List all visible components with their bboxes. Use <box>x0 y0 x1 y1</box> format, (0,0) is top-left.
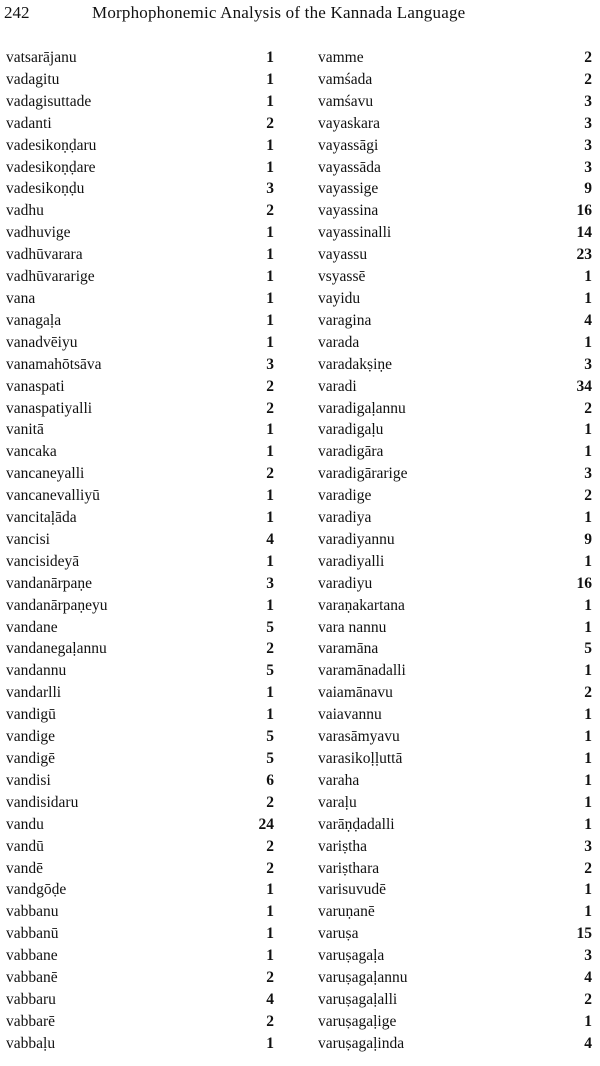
frequency-count: 1 <box>584 662 592 680</box>
frequency-count: 2 <box>266 465 274 483</box>
word-entry <box>310 485 600 507</box>
word-entry <box>0 47 300 69</box>
word-entry <box>310 441 600 463</box>
frequency-count: 1 <box>584 596 592 614</box>
right-word-column <box>310 47 600 1055</box>
word-entry <box>0 923 300 945</box>
frequency-count: 9 <box>584 180 592 198</box>
word-form: vadanti <box>6 114 52 132</box>
word-entry <box>0 288 300 310</box>
word-form: varadigaḷannu <box>318 399 406 417</box>
word-form: vandanegaḷannu <box>6 640 107 658</box>
frequency-count: 16 <box>576 574 592 592</box>
word-entry <box>310 1011 600 1033</box>
frequency-count: 1 <box>584 1012 592 1030</box>
frequency-count: 5 <box>266 750 274 767</box>
word-entry <box>310 463 600 485</box>
frequency-count: 1 <box>266 443 274 461</box>
word-entry <box>310 200 600 222</box>
word-form: vancisi <box>6 530 50 548</box>
word-form: vsyassē <box>318 268 366 286</box>
word-form: vandigū <box>6 706 56 724</box>
word-form: varadigārarige <box>318 465 408 483</box>
word-entry <box>310 748 600 770</box>
frequency-count: 4 <box>584 311 592 329</box>
frequency-count: 1 <box>266 333 274 351</box>
word-entry <box>310 617 600 639</box>
word-form: variṣtha <box>318 837 368 855</box>
frequency-count: 1 <box>266 487 274 505</box>
word-entry <box>0 113 300 135</box>
word-entry <box>310 792 600 814</box>
frequency-count: 1 <box>266 947 274 965</box>
word-entry <box>310 814 600 836</box>
word-entry <box>0 573 300 595</box>
word-form: varadakṣiṇe <box>318 355 393 373</box>
word-form: vandu <box>6 815 44 833</box>
word-form: vanagaḷa <box>6 311 62 329</box>
frequency-count: 1 <box>584 443 592 461</box>
frequency-count: 2 <box>584 70 592 88</box>
word-entry <box>0 638 300 660</box>
frequency-count: 23 <box>576 246 592 264</box>
word-entry <box>0 551 300 573</box>
word-entry <box>310 354 600 376</box>
word-form: vancisideyā <box>6 552 80 570</box>
frequency-count: 3 <box>584 837 592 855</box>
word-entry <box>0 814 300 836</box>
frequency-count: 1 <box>266 925 274 943</box>
word-form: vadagisuttade <box>6 92 92 110</box>
word-entry <box>310 135 600 157</box>
frequency-count: 3 <box>266 574 274 592</box>
word-entry <box>310 157 600 179</box>
frequency-count: 1 <box>584 706 592 724</box>
word-form: vandisi <box>6 771 51 789</box>
word-entry <box>310 69 600 91</box>
word-form: vadhūvararige <box>6 268 95 286</box>
word-entry <box>310 923 600 945</box>
word-form: vayidu <box>318 289 361 307</box>
frequency-count: 34 <box>576 377 592 395</box>
frequency-count: 2 <box>266 377 274 395</box>
frequency-count: 1 <box>266 49 274 66</box>
frequency-count: 4 <box>266 530 274 548</box>
word-entry <box>310 858 600 880</box>
word-form: variṣthara <box>318 859 380 877</box>
word-entry <box>0 836 300 858</box>
word-entry <box>310 91 600 113</box>
frequency-count: 1 <box>266 1034 274 1052</box>
frequency-count: 1 <box>266 268 274 286</box>
frequency-count: 9 <box>584 530 592 548</box>
word-form: varuṣagaḷa <box>318 947 385 965</box>
word-entry <box>310 770 600 792</box>
word-entry <box>310 704 600 726</box>
word-form: varadiyu <box>318 574 373 592</box>
word-entry <box>0 989 300 1011</box>
frequency-count: 1 <box>584 728 592 746</box>
word-entry <box>0 617 300 639</box>
word-form: vancaka <box>6 443 57 461</box>
word-form: varuṣagaḷinda <box>318 1034 405 1052</box>
frequency-count: 1 <box>584 771 592 789</box>
word-entry <box>310 222 600 244</box>
word-form: vabbaru <box>6 990 56 1008</box>
frequency-count: 2 <box>266 859 274 877</box>
frequency-count: 5 <box>266 662 274 680</box>
word-entry <box>0 310 300 332</box>
word-form: vayassu <box>318 246 368 264</box>
word-entry <box>310 507 600 529</box>
frequency-count: 3 <box>584 355 592 373</box>
word-form: varaṇakartana <box>318 596 405 614</box>
word-form: vatsarājanu <box>6 49 77 66</box>
word-form: vabbanu <box>6 903 59 921</box>
word-entry <box>310 398 600 420</box>
frequency-count: 1 <box>266 92 274 110</box>
frequency-count: 3 <box>266 180 274 198</box>
frequency-count: 2 <box>266 399 274 417</box>
frequency-count: 1 <box>266 881 274 899</box>
word-form: vayassāgi <box>318 136 379 154</box>
word-form: vamme <box>318 49 364 66</box>
word-entry <box>0 69 300 91</box>
frequency-count: 14 <box>576 224 592 242</box>
frequency-count: 4 <box>584 969 592 987</box>
frequency-count: 1 <box>266 421 274 439</box>
word-entry <box>310 178 600 200</box>
word-form: varadi <box>318 377 357 395</box>
frequency-count: 3 <box>584 92 592 110</box>
frequency-count: 2 <box>266 793 274 811</box>
word-entry <box>310 1033 600 1055</box>
word-entry <box>310 945 600 967</box>
frequency-count: 4 <box>584 1034 592 1052</box>
word-entry <box>0 945 300 967</box>
word-form: varamāna <box>318 640 379 658</box>
word-form: vadhuvige <box>6 224 71 242</box>
word-entry <box>310 638 600 660</box>
word-entry <box>0 135 300 157</box>
page-number: 242 <box>4 3 30 22</box>
word-form: vandē <box>6 859 44 877</box>
word-form: varāṇḍadalli <box>318 815 395 833</box>
frequency-count: 6 <box>266 771 274 789</box>
frequency-count: 2 <box>584 684 592 702</box>
word-entry <box>0 222 300 244</box>
frequency-count: 2 <box>266 114 274 132</box>
frequency-count: 1 <box>266 311 274 329</box>
word-entry <box>310 726 600 748</box>
word-form: vayassāda <box>318 158 381 176</box>
word-entry <box>310 901 600 923</box>
word-entry <box>0 792 300 814</box>
word-entry <box>0 157 300 179</box>
word-entry <box>0 967 300 989</box>
frequency-count: 1 <box>266 136 274 154</box>
word-form: varasikoḷḷuttā <box>318 750 403 767</box>
word-entry <box>0 419 300 441</box>
word-entry <box>0 178 300 200</box>
word-form: vana <box>6 289 36 307</box>
word-entry <box>0 91 300 113</box>
word-entry <box>0 485 300 507</box>
word-entry <box>0 398 300 420</box>
word-entry <box>310 332 600 354</box>
frequency-count: 2 <box>266 837 274 855</box>
frequency-count: 1 <box>584 552 592 570</box>
frequency-count: 1 <box>584 881 592 899</box>
word-entry <box>0 1033 300 1055</box>
word-form: varadige <box>318 487 372 505</box>
word-form: varadigaḷu <box>318 421 384 439</box>
word-form: varaha <box>318 771 360 789</box>
frequency-count: 1 <box>266 596 274 614</box>
word-form: vanadvēiyu <box>6 333 78 351</box>
frequency-count: 2 <box>584 49 592 66</box>
frequency-count: 4 <box>266 990 274 1008</box>
word-form: vandarlli <box>6 684 62 702</box>
frequency-count: 15 <box>576 925 592 943</box>
word-form: vandanārpaṇe <box>6 574 93 592</box>
word-form: vabbaḷu <box>6 1034 56 1052</box>
word-entry <box>310 836 600 858</box>
word-form: varagina <box>318 311 372 329</box>
word-entry <box>310 288 600 310</box>
word-form: vancanevalliyū <box>6 487 100 505</box>
word-form: vadhūvarara <box>6 246 83 264</box>
word-entry <box>0 266 300 288</box>
word-entry <box>310 989 600 1011</box>
frequency-count: 3 <box>266 355 274 373</box>
word-entry <box>0 704 300 726</box>
word-form: vayassige <box>318 180 379 198</box>
word-entry <box>310 967 600 989</box>
word-entry <box>0 748 300 770</box>
word-form: vabbanū <box>6 925 59 943</box>
frequency-count: 2 <box>266 969 274 987</box>
word-form: varada <box>318 333 360 351</box>
word-entry <box>0 244 300 266</box>
word-entry <box>310 660 600 682</box>
word-form: vabbane <box>6 947 58 965</box>
word-form: vandisidaru <box>6 793 79 811</box>
word-entry <box>310 376 600 398</box>
word-form: vabbanē <box>6 969 58 987</box>
frequency-count: 2 <box>266 640 274 658</box>
word-form: varuṇanē <box>318 903 375 921</box>
frequency-count: 2 <box>266 1012 274 1030</box>
word-entry <box>0 660 300 682</box>
frequency-count: 3 <box>584 947 592 965</box>
word-entry <box>310 310 600 332</box>
word-entry <box>310 266 600 288</box>
word-form: varamānadalli <box>318 662 406 680</box>
word-entry <box>310 113 600 135</box>
word-entry <box>0 770 300 792</box>
word-entry <box>0 354 300 376</box>
word-form: vayassina <box>318 202 379 220</box>
word-entry <box>310 879 600 901</box>
word-entry <box>0 1011 300 1033</box>
word-entry <box>0 507 300 529</box>
word-form: varuṣa <box>318 925 359 943</box>
word-form: vamśada <box>318 70 373 88</box>
word-form: vandane <box>6 618 58 636</box>
word-entry <box>310 682 600 704</box>
frequency-count: 16 <box>576 202 592 220</box>
frequency-count: 3 <box>584 158 592 176</box>
word-entry <box>310 573 600 595</box>
word-form: varuṣagaḷannu <box>318 969 408 987</box>
word-form: varasāmyavu <box>318 728 400 746</box>
word-form: vaiamānavu <box>318 684 393 702</box>
word-entry <box>310 47 600 69</box>
frequency-count: 1 <box>266 289 274 307</box>
frequency-count: 3 <box>584 465 592 483</box>
word-form: vandige <box>6 728 56 746</box>
word-entry <box>310 419 600 441</box>
word-entry <box>0 376 300 398</box>
word-entry <box>0 332 300 354</box>
frequency-count: 1 <box>266 158 274 176</box>
frequency-count: 2 <box>584 487 592 505</box>
word-form: vandgōḍe <box>6 881 67 899</box>
word-form: vayassinalli <box>318 224 392 242</box>
frequency-count: 1 <box>266 224 274 242</box>
word-form: vandū <box>6 837 44 855</box>
word-form: vadagitu <box>6 70 60 88</box>
word-form: vayaskara <box>318 114 380 132</box>
word-entry <box>0 879 300 901</box>
frequency-count: 3 <box>584 136 592 154</box>
word-form: varadiyannu <box>318 530 395 548</box>
word-form: vadhu <box>6 202 44 220</box>
word-entry <box>0 726 300 748</box>
frequency-count: 1 <box>266 509 274 527</box>
frequency-count: 1 <box>584 750 592 767</box>
word-form: vadesikoṇḍu <box>6 180 85 198</box>
word-form: vadesikoṇḍare <box>6 158 96 176</box>
word-form: vandanārpaṇeyu <box>6 596 108 614</box>
frequency-count: 1 <box>584 618 592 636</box>
word-entry <box>0 858 300 880</box>
frequency-count: 1 <box>584 421 592 439</box>
frequency-count: 2 <box>584 859 592 877</box>
word-form: vanamahōtsāva <box>6 355 102 373</box>
frequency-count: 1 <box>266 684 274 702</box>
word-form: varadiya <box>318 509 372 527</box>
word-entry <box>0 529 300 551</box>
word-entry <box>0 441 300 463</box>
frequency-count: 1 <box>584 268 592 286</box>
word-entry <box>310 551 600 573</box>
frequency-count: 1 <box>584 793 592 811</box>
word-form: vanaspatiyalli <box>6 399 93 417</box>
frequency-count: 1 <box>266 903 274 921</box>
word-entry <box>0 595 300 617</box>
word-entry <box>310 244 600 266</box>
word-entry <box>0 463 300 485</box>
frequency-count: 1 <box>584 333 592 351</box>
frequency-count: 1 <box>584 903 592 921</box>
word-form: vamśavu <box>318 92 374 110</box>
frequency-count: 1 <box>266 552 274 570</box>
word-form: vancitaḷāda <box>6 509 77 527</box>
frequency-count: 2 <box>584 399 592 417</box>
frequency-count: 1 <box>266 246 274 264</box>
word-form: varaḷu <box>318 793 357 811</box>
word-form: vandannu <box>6 662 67 680</box>
running-title: Morphophonemic Analysis of the Kannada Language <box>92 3 466 22</box>
word-form: varuṣagaḷalli <box>318 990 398 1008</box>
word-form: varuṣagaḷige <box>318 1012 397 1030</box>
frequency-count: 1 <box>584 509 592 527</box>
word-entry <box>0 901 300 923</box>
frequency-count: 1 <box>266 70 274 88</box>
frequency-count: 5 <box>266 728 274 746</box>
word-form: vabbarē <box>6 1012 56 1030</box>
word-form: vara nannu <box>318 618 387 636</box>
word-form: vadesikoṇḍaru <box>6 136 97 154</box>
word-form: varadigāra <box>318 443 384 461</box>
page-header <box>4 3 580 27</box>
frequency-count: 1 <box>584 815 592 833</box>
word-form: varadiyalli <box>318 552 385 570</box>
frequency-count: 5 <box>266 618 274 636</box>
word-entry <box>310 529 600 551</box>
word-form: varisuvudē <box>318 881 387 899</box>
word-entry <box>0 682 300 704</box>
frequency-count: 24 <box>258 815 274 833</box>
word-form: vaiavannu <box>318 706 382 724</box>
frequency-count: 2 <box>584 990 592 1008</box>
frequency-count: 1 <box>266 706 274 724</box>
word-form: vanitā <box>6 421 44 439</box>
frequency-count: 2 <box>266 202 274 220</box>
word-entry <box>310 595 600 617</box>
word-form: vancaneyalli <box>6 465 85 483</box>
word-form: vandigē <box>6 750 56 767</box>
frequency-count: 3 <box>584 114 592 132</box>
frequency-count: 5 <box>584 640 592 658</box>
word-form: vanaspati <box>6 377 65 395</box>
frequency-count: 1 <box>584 289 592 307</box>
word-entry <box>0 200 300 222</box>
left-word-column <box>0 47 300 1055</box>
